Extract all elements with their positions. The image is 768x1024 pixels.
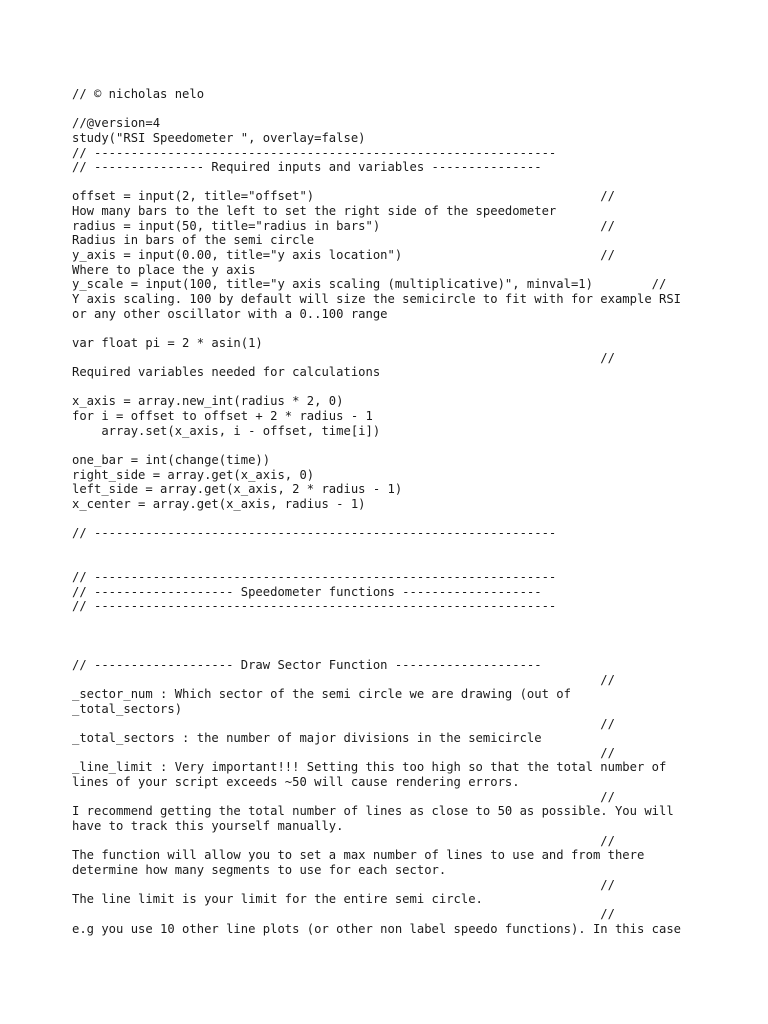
code-listing [72, 87, 712, 936]
code-line: // [72, 906, 615, 921]
code-line: Where to place the y axis [72, 262, 256, 277]
code-line: Radius in bars of the semi circle [72, 233, 315, 248]
blank-line [72, 614, 712, 629]
code-line: // [72, 745, 615, 760]
code-line: // --------------- Required inputs and variables --------------- [72, 160, 542, 175]
code-line: // © nicholas nelo [72, 87, 205, 101]
code-line: // --------------------------------------------------------------- [72, 570, 557, 585]
blank-line [72, 629, 712, 644]
code-line: for i = offset to offset + 2 * radius - 1 [72, 409, 373, 424]
code-line: right_side = array.get(x_axis, 0) [72, 467, 315, 482]
code-line: array.set(x_axis, i - offset, time[i]) [72, 423, 381, 438]
code-line: _line_limit : Very important!!! Setting this too high so that the total number of [72, 760, 667, 775]
code-line: radius = input(50, title="radius in bars") // [72, 218, 615, 233]
code-line: lines of your script exceeds ~50 will cause rendering errors. [72, 775, 520, 790]
code-line: x_axis = array.new_int(radius * 2, 0) [72, 394, 344, 409]
code-line: _sector_num : Which sector of the semi circle we are drawing (out of [72, 687, 571, 702]
code-line: study("RSI Speedometer ", overlay=false) [72, 130, 366, 145]
code-line: //@version=4 [72, 116, 161, 131]
code-line: // [72, 877, 615, 892]
code-line: Y axis scaling. 100 by default will size the semicircle to fit with for example RSI [72, 291, 682, 306]
code-line: x_center = array.get(x_axis, radius - 1) [72, 496, 366, 511]
code-line: // ------------------- Speedometer functions ------------------- [72, 584, 542, 599]
code-line: How many bars to the left to set the right side of the speedometer [72, 204, 557, 219]
blank-line [72, 102, 712, 117]
code-line: // --------------------------------------------------------------- [72, 526, 557, 541]
code-line: // --------------------------------------------------------------- [72, 599, 557, 614]
code-line: determine how many segments to use for each sector. [72, 862, 447, 877]
code-line: The line limit is your limit for the entire semi circle. [72, 892, 483, 907]
code-line: var float pi = 2 * asin(1) [72, 335, 263, 350]
blank-line [72, 175, 712, 190]
blank-line [72, 438, 712, 453]
code-line: y_scale = input(100, title="y axis scaling (multiplicative)", minval=1) // [72, 277, 667, 292]
code-line: one_bar = int(change(time)) [72, 453, 271, 468]
blank-line [72, 541, 712, 556]
blank-line [72, 556, 712, 571]
code-line: _total_sectors) [72, 701, 183, 716]
code-line: y_axis = input(0.00, title="y axis location") // [72, 248, 615, 263]
code-line: or any other oscillator with a 0..100 range [72, 306, 388, 321]
code-line: // ------------------- Draw Sector Function -------------------- [72, 657, 542, 672]
code-line: e.g you use 10 other line plots (or other non label speedo functions). In this case [72, 921, 682, 936]
code-line: have to track this yourself manually. [72, 819, 344, 834]
code-line: // --------------------------------------------------------------- [72, 145, 557, 160]
code-line: // [72, 672, 615, 687]
blank-line [72, 643, 712, 658]
code-line: The function will allow you to set a max number of lines to use and from there [72, 848, 645, 863]
blank-line [72, 380, 712, 395]
code-line: // [72, 833, 615, 848]
code-line: _total_sectors : the number of major divisions in the semicircle [72, 731, 542, 746]
code-line: // [72, 789, 615, 804]
code-line: // [72, 350, 615, 365]
code-line: // [72, 716, 615, 731]
code-line: I recommend getting the total number of lines as close to 50 as possible. You will [72, 804, 674, 819]
blank-line [72, 512, 712, 527]
code-line: offset = input(2, title="offset") // [72, 189, 615, 204]
blank-line [72, 321, 712, 336]
code-line: Required variables needed for calculations [72, 365, 381, 380]
code-line: left_side = array.get(x_axis, 2 * radius - 1) [72, 482, 403, 497]
